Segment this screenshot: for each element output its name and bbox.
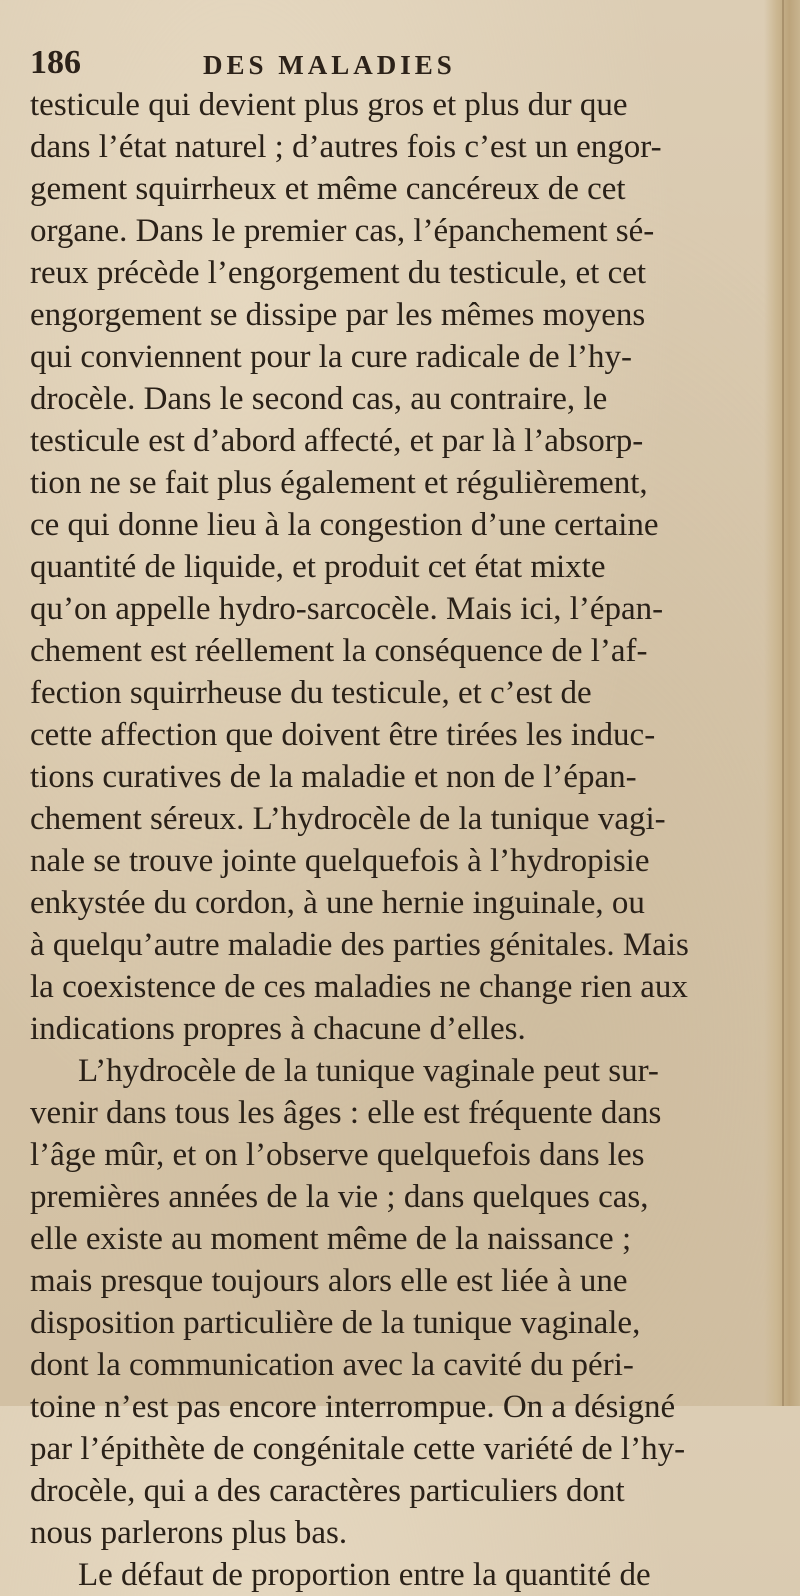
text-line: testicule est d’abord affecté, et par là l’absorp- bbox=[30, 423, 644, 459]
running-head: DES MALADIES bbox=[203, 50, 456, 80]
text-line: chement séreux. L’hydrocèle de la tunique vagi- bbox=[30, 801, 666, 837]
text-line: reux précède l’engorgement du testicule, et cet bbox=[30, 255, 647, 291]
text-line: l’âge mûr, et on l’observe quelquefois dans les bbox=[30, 1137, 645, 1173]
text-line: dans l’état naturel ; d’autres fois c’est un engor- bbox=[30, 129, 662, 165]
text-line: drocèle, qui a des caractères particuliers dont bbox=[30, 1473, 625, 1509]
text-line: disposition particulière de la tunique vaginale, bbox=[30, 1305, 641, 1341]
text-line: ce qui donne lieu à la congestion d’une certaine bbox=[30, 507, 659, 543]
text-line: indications propres à chacune d’elles. bbox=[30, 1011, 526, 1047]
page-edge bbox=[764, 0, 800, 1406]
text-line: qui conviennent pour la cure radicale de l’hy- bbox=[30, 339, 632, 375]
body-text bbox=[30, 84, 742, 1596]
text-line: dont la communication avec la cavité du péri- bbox=[30, 1347, 634, 1383]
text-line: cette affection que doivent être tirées les induc- bbox=[30, 717, 656, 753]
text-line: nous parlerons plus bas. bbox=[30, 1515, 348, 1551]
text-line: venir dans tous les âges : elle est fréquente dans bbox=[30, 1095, 662, 1131]
text-line: enkystée du cordon, à une hernie inguinale, ou bbox=[30, 885, 645, 921]
text-line: chement est réellement la conséquence de l’af- bbox=[30, 633, 648, 669]
text-line: organe. Dans le premier cas, l’épanchement sé- bbox=[30, 213, 655, 249]
text-line: elle existe au moment même de la naissance ; bbox=[30, 1221, 632, 1257]
text-line: à quelqu’autre maladie des parties génitales. Mais bbox=[30, 927, 689, 963]
text-line: qu’on appelle hydro-sarcocèle. Mais ici, l’épan- bbox=[30, 591, 664, 627]
text-line-paragraph-start: Le défaut de proportion entre la quantité de bbox=[78, 1557, 651, 1593]
page-header bbox=[30, 40, 730, 88]
text-line: quantité de liquide, et produit cet état mixte bbox=[30, 549, 606, 585]
text-line: tion ne se fait plus également et régulièrement, bbox=[30, 465, 648, 501]
text-line: premières années de la vie ; dans quelques cas, bbox=[30, 1179, 649, 1215]
page-number: 186 bbox=[30, 44, 81, 81]
text-line: nale se trouve jointe quelquefois à l’hydropisie bbox=[30, 843, 650, 879]
text-line: par l’épithète de congénitale cette variété de l’hy- bbox=[30, 1431, 686, 1467]
text-line: toine n’est pas encore interrompue. On a désigné bbox=[30, 1389, 676, 1425]
text-line-paragraph-start: L’hydrocèle de la tunique vaginale peut sur- bbox=[78, 1053, 659, 1089]
text-line: gement squirrheux et même cancéreux de cet bbox=[30, 171, 626, 207]
text-line: drocèle. Dans le second cas, au contraire, le bbox=[30, 381, 608, 417]
text-line: fection squirrheuse du testicule, et c’est de bbox=[30, 675, 592, 711]
text-line: testicule qui devient plus gros et plus dur que bbox=[30, 87, 628, 123]
text-line: engorgement se dissipe par les mêmes moyens bbox=[30, 297, 646, 333]
text-line: mais presque toujours alors elle est liée à une bbox=[30, 1263, 628, 1299]
text-line: tions curatives de la maladie et non de l’épan- bbox=[30, 759, 637, 795]
text-line: la coexistence de ces maladies ne change rien aux bbox=[30, 969, 688, 1005]
